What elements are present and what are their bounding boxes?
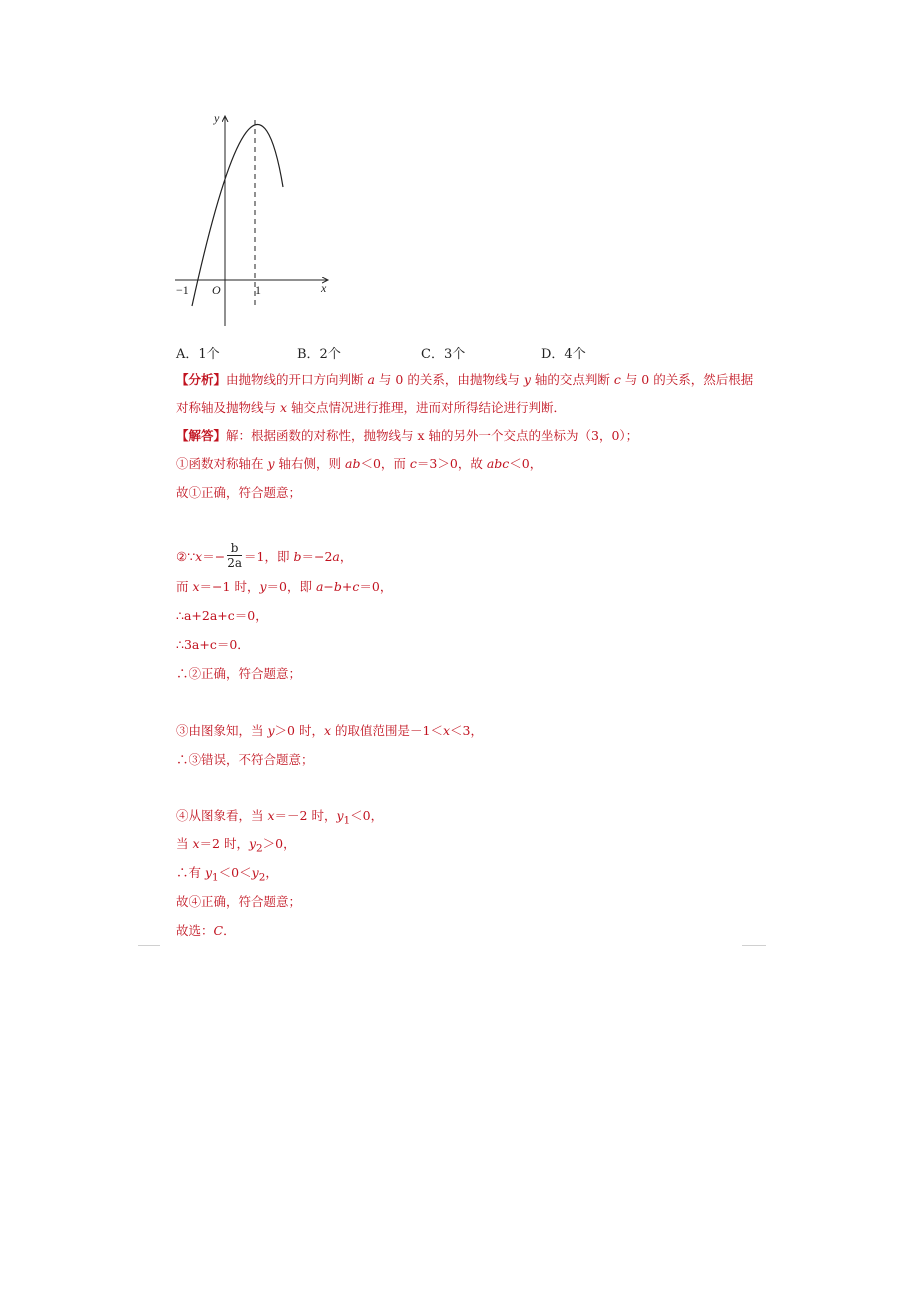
text: ①函数对称轴在 bbox=[176, 456, 268, 471]
step4-line-3 bbox=[176, 864, 278, 887]
var: x bbox=[323, 723, 332, 738]
answer-options bbox=[0, 343, 919, 363]
step1-conclusion: 故①正确，符合题意； bbox=[176, 485, 302, 500]
var: ab bbox=[345, 456, 361, 471]
var: x bbox=[279, 400, 288, 415]
var: b bbox=[293, 549, 302, 564]
text: ③由图象知，当 bbox=[176, 723, 268, 738]
subscript: 2 bbox=[256, 842, 263, 855]
text: 轴的交点判断 bbox=[530, 372, 614, 387]
option-b: B．2个 bbox=[297, 347, 341, 362]
text: ＜0，而 bbox=[360, 456, 410, 471]
var: y bbox=[336, 808, 344, 823]
subscript: 1 bbox=[343, 814, 351, 827]
var: y bbox=[267, 456, 275, 471]
step2-conclusion: ∴②正确，符合题意； bbox=[176, 666, 302, 681]
page-corner-left bbox=[138, 945, 160, 946]
var: y bbox=[259, 579, 267, 594]
text: 当 bbox=[176, 836, 193, 851]
origin-label: O bbox=[212, 283, 221, 297]
answer-letter: C bbox=[213, 923, 224, 938]
option-d: D．4个 bbox=[541, 347, 586, 362]
step4-conclusion: 故④正确，符合题意； bbox=[176, 894, 302, 909]
text: 与 0 的关系，然后根据 bbox=[620, 372, 754, 387]
text: ＞0， bbox=[262, 836, 296, 851]
var: y bbox=[267, 723, 275, 738]
text: 由抛物线的开口方向判断 bbox=[226, 372, 368, 387]
step4-line-1 bbox=[176, 807, 383, 830]
step1-line bbox=[176, 455, 542, 473]
var: c bbox=[409, 456, 417, 471]
neg-one-tick-label: −1 bbox=[176, 283, 189, 297]
fraction-denominator: 2a bbox=[227, 556, 243, 570]
text: ∴有 bbox=[176, 865, 205, 880]
text: − bbox=[323, 579, 334, 594]
text: ＞0 时， bbox=[274, 723, 324, 738]
var: y bbox=[251, 865, 259, 880]
y-axis-label: y bbox=[214, 111, 220, 125]
var: c bbox=[352, 579, 360, 594]
parabola-curve bbox=[192, 125, 283, 306]
text: ＜0， bbox=[350, 808, 384, 823]
text: 而 bbox=[176, 579, 193, 594]
step3-conclusion: ∴③错误，不符合题意； bbox=[176, 752, 314, 767]
text: ＝0， bbox=[359, 579, 393, 594]
subscript: 1 bbox=[212, 871, 219, 884]
var: x bbox=[195, 549, 203, 564]
var: c bbox=[613, 372, 621, 387]
text: 轴右侧，则 bbox=[274, 456, 345, 471]
fraction bbox=[227, 541, 242, 570]
text: 与 0 的关系，由抛物线与 bbox=[374, 372, 524, 387]
text: 故选： bbox=[176, 923, 214, 938]
one-tick-label: 1 bbox=[255, 283, 261, 297]
x-axis-label: x bbox=[321, 281, 327, 295]
var: y bbox=[248, 836, 257, 851]
text: ． bbox=[223, 923, 236, 938]
step2-line-2 bbox=[176, 578, 392, 596]
var: x bbox=[192, 579, 200, 594]
step2-line-3: ∴a+2a+c＝0， bbox=[176, 608, 268, 623]
page-corner-right bbox=[742, 945, 766, 946]
solution-heading: 【解答】 bbox=[176, 428, 227, 443]
parabola-graph bbox=[170, 108, 340, 330]
text: ， bbox=[265, 865, 278, 880]
fraction-numerator: b bbox=[227, 541, 242, 556]
text: ④从图象看，当 bbox=[176, 808, 268, 823]
var: a bbox=[315, 579, 324, 594]
var: a bbox=[367, 372, 375, 387]
text: ＜3， bbox=[450, 723, 483, 738]
step2-line-4: ∴3a+c＝0． bbox=[176, 637, 250, 652]
text: ＝1，即 bbox=[244, 549, 294, 564]
solution-intro bbox=[176, 427, 638, 445]
text: ＝3＞0，故 bbox=[416, 456, 487, 471]
var: x bbox=[442, 723, 451, 738]
var: y bbox=[204, 865, 213, 880]
text: ＜0， bbox=[509, 456, 543, 471]
analysis-heading: 【分析】 bbox=[176, 372, 227, 387]
analysis-line-1 bbox=[176, 371, 753, 389]
var: x bbox=[192, 836, 200, 851]
var: a bbox=[332, 549, 340, 564]
text: ＝0，即 bbox=[266, 579, 316, 594]
option-c: C．3个 bbox=[421, 347, 466, 362]
var: abc bbox=[486, 456, 510, 471]
text: ②∵ bbox=[176, 549, 196, 564]
step3-line bbox=[176, 722, 483, 740]
text: ＝−1 时， bbox=[199, 579, 260, 594]
text: 对称轴及抛物线与 bbox=[176, 400, 280, 415]
text: ＝− bbox=[202, 549, 226, 564]
option-a: A．1个 bbox=[176, 347, 220, 362]
text: 解：根据函数的对称性，抛物线与 x 轴的另外一个交点的坐标为（3，0）； bbox=[226, 428, 639, 443]
text: ＝2 时， bbox=[199, 836, 249, 851]
final-answer bbox=[176, 922, 236, 940]
text: ＝－2 时， bbox=[274, 808, 337, 823]
subscript: 2 bbox=[258, 871, 266, 884]
step4-line-2 bbox=[176, 835, 296, 858]
text: 的取值范围是－1＜ bbox=[331, 723, 443, 738]
var: x bbox=[267, 808, 275, 823]
text: ， bbox=[339, 549, 353, 564]
var: y bbox=[523, 372, 531, 387]
text: ＜0＜ bbox=[218, 865, 252, 880]
text: + bbox=[341, 579, 353, 594]
step2-line-1 bbox=[176, 543, 352, 572]
text: ＝−2 bbox=[301, 549, 333, 564]
var: b bbox=[333, 579, 342, 594]
text: 轴交点情况进行推理，进而对所得结论进行判断． bbox=[287, 400, 567, 415]
analysis-line-2 bbox=[176, 399, 566, 417]
